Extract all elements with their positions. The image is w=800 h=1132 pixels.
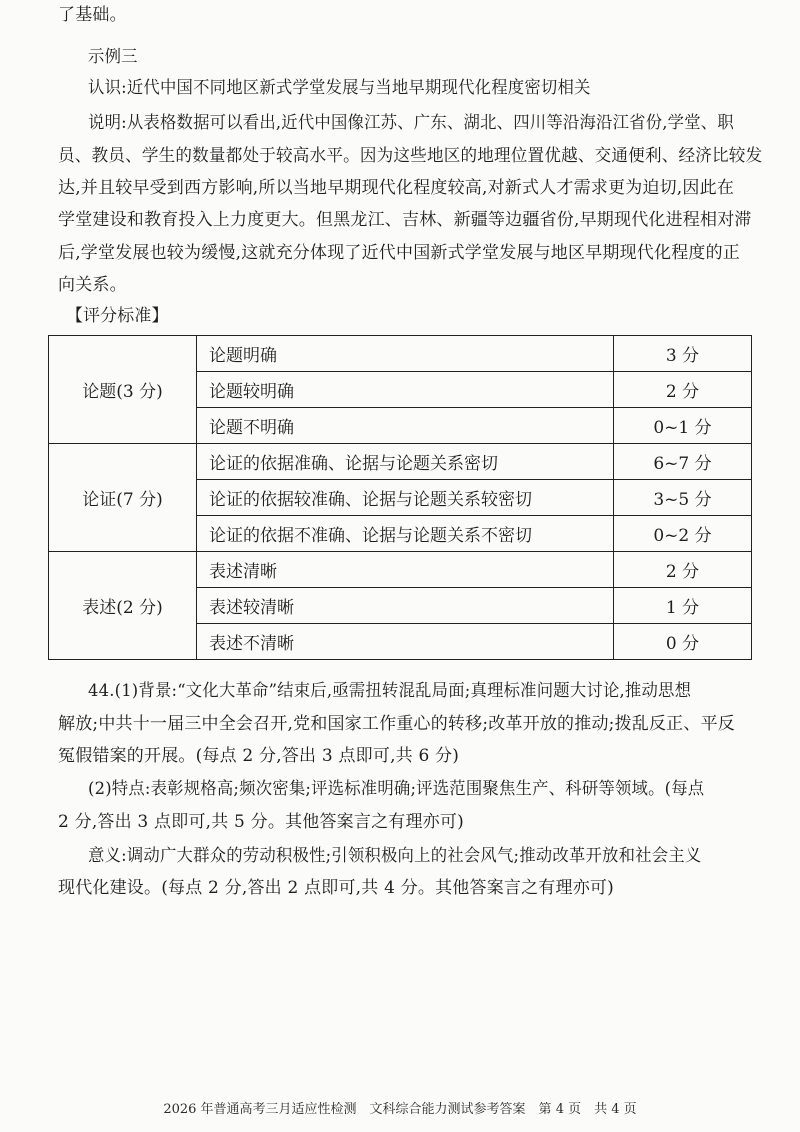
score-cell: 1 分 xyxy=(614,588,752,624)
criterion-cell: 表述较清晰 xyxy=(197,588,614,624)
criterion-cell: 论证的依据不准确、论据与论题关系不密切 xyxy=(197,516,614,552)
criterion-cell: 论题不明确 xyxy=(197,408,614,444)
table-row xyxy=(49,552,752,588)
category-cell: 表述(2 分) xyxy=(49,552,197,660)
answer-line: 冤假错案的开展。(每点 2 分,答出 3 点即可,共 6 分) xyxy=(58,746,460,766)
explanation-line: 员、教员、学生的数量都处于较高水平。因为这些地区的地理位置优越、交通便利、经济比较发 xyxy=(58,146,763,166)
answer-line: 2 分,答出 3 点即可,共 5 分。其他答案言之有理亦可) xyxy=(58,812,464,832)
scoring-table xyxy=(48,335,752,660)
criterion-cell: 论题明确 xyxy=(197,336,614,372)
explanation-line: 向关系。 xyxy=(58,275,127,295)
score-cell: 3 分 xyxy=(614,336,752,372)
score-cell: 6~7 分 xyxy=(614,444,752,480)
explanation-line: 学堂建设和教育投入上力度更大。但黑龙江、吉林、新疆等边疆省份,早期现代化进程相对滞 xyxy=(58,210,752,230)
example-heading: 示例三 xyxy=(88,47,138,67)
score-cell: 3~5 分 xyxy=(614,480,752,516)
scoring-heading: 【评分标准】 xyxy=(66,306,169,326)
score-cell: 2 分 xyxy=(614,552,752,588)
answer-line: (2)特点:表彰规格高;频次密集;评选标准明确;评选范围聚焦生产、科研等领域。(每点 xyxy=(88,779,705,799)
table-row xyxy=(49,336,752,372)
explanation-line: 后,学堂发展也较为缓慢,这就充分体现了近代中国新式学堂发展与地区早期现代化程度的正 xyxy=(58,243,741,263)
answer-line: 解放;中共十一届三中全会召开,党和国家工作重心的转移;改革开放的推动;拨乱反正、平反 xyxy=(58,714,735,734)
criterion-cell: 论证的依据较准确、论据与论题关系较密切 xyxy=(197,480,614,516)
criterion-cell: 表述不清晰 xyxy=(197,624,614,660)
score-cell: 0 分 xyxy=(614,624,752,660)
category-cell: 论题(3 分) xyxy=(49,336,197,444)
answer-line: 现代化建设。(每点 2 分,答出 2 点即可,共 4 分。其他答案言之有理亦可) xyxy=(58,878,614,898)
score-cell: 2 分 xyxy=(614,372,752,408)
table-row xyxy=(49,444,752,480)
criterion-cell: 论题较明确 xyxy=(197,372,614,408)
criterion-cell: 表述清晰 xyxy=(197,552,614,588)
explanation-line: 达,并且较早受到西方影响,所以当地早期现代化程度较高,对新式人才需求更为迫切,因此在 xyxy=(58,178,735,198)
page-footer: 2026 年普通高考三月适应性检测 文科综合能力测试参考答案 第 4 页 共 4 页 xyxy=(163,1102,637,1117)
answer-line: 44.(1)背景:“文化大革命”结束后,亟需扭转混乱局面;真理标准问题大讨论,推动思想 xyxy=(88,681,692,701)
explanation-line: 说明:从表格数据可以看出,近代中国像江苏、广东、湖北、四川等沿海沿江省份,学堂、职 xyxy=(88,113,734,133)
category-cell: 论证(7 分) xyxy=(49,444,197,552)
score-cell: 0~2 分 xyxy=(614,516,752,552)
answer-line: 意义:调动广大群众的劳动积极性;引领积极向上的社会风气;推动改革开放和社会主义 xyxy=(88,846,702,866)
continued-text: 了基础。 xyxy=(58,5,127,25)
recognition-line: 认识:近代中国不同地区新式学堂发展与当地早期现代化程度密切相关 xyxy=(88,78,591,98)
criterion-cell: 论证的依据准确、论据与论题关系密切 xyxy=(197,444,614,480)
score-cell: 0~1 分 xyxy=(614,408,752,444)
